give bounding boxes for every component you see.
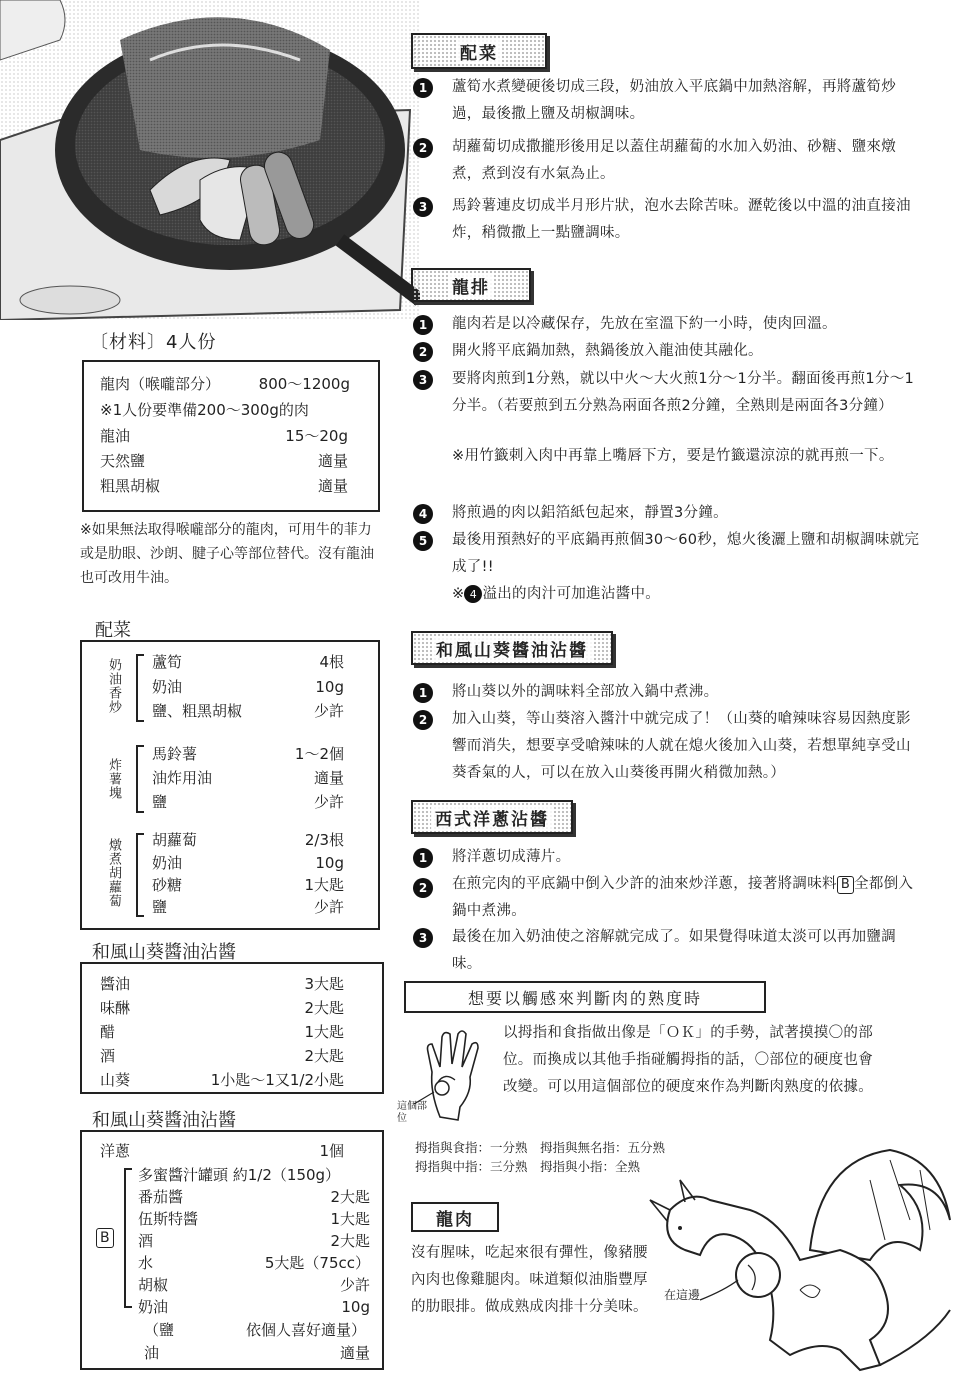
onion-row: 番茄醬 2大匙 bbox=[138, 1188, 370, 1206]
step-number: 2 bbox=[413, 342, 433, 362]
side-row: 鹽 少許 bbox=[152, 793, 344, 811]
bracket bbox=[124, 1168, 132, 1308]
step-number: 3 bbox=[413, 928, 433, 948]
step-number: 3 bbox=[413, 370, 433, 390]
skillet-illustration bbox=[0, 0, 420, 320]
seasoning-b-tag: B bbox=[837, 876, 854, 894]
doneness-line-1: 拇指與食指：一分熟 拇指與無名指：五分熟 bbox=[415, 1140, 666, 1155]
seasoning-b-tag: B bbox=[96, 1228, 114, 1248]
step-number: 2 bbox=[413, 710, 433, 730]
wasabi-ingredients-heading: 和風山葵醬油沾醬 bbox=[92, 942, 236, 963]
ingredients-note: ※如果無法取得喉嚨部分的龍肉，可用牛的菲力或是肋眼、沙朗、腱子心等部位替代。沒有龍油也可改用牛油。 bbox=[80, 522, 374, 586]
side-row: 馬鈴薯 1〜2個 bbox=[152, 745, 344, 763]
bracket bbox=[136, 745, 144, 813]
steak-title: 龍排 bbox=[411, 268, 531, 302]
ingredient-row: 龍油 15〜20g bbox=[100, 427, 348, 445]
steak-step-4: 將煎過的肉以鋁箔紙包起來，靜置3分鐘。 bbox=[452, 505, 728, 521]
onion-row: 多蜜醬汁罐頭 約1/2（150g） bbox=[138, 1166, 341, 1184]
steak-step-5: 最後用預熱好的平底鍋再煎個30〜60秒，熄火後灑上鹽和胡椒調味就完成了!! bbox=[452, 532, 920, 575]
onion-row: 水 5大匙（75cc） bbox=[138, 1254, 370, 1272]
steak-step-2: 開火將平底鍋加熱，熱鍋後放入龍油使其融化。 bbox=[452, 343, 763, 359]
group-label: 炸薯塊 bbox=[106, 758, 121, 800]
onion-row: 酒 2大匙 bbox=[138, 1232, 370, 1250]
bracket bbox=[136, 833, 144, 917]
ingredient-row: 粗黑胡椒 適量 bbox=[100, 477, 348, 495]
step-number: 2 bbox=[413, 138, 433, 158]
wasabi-step-1: 將山葵以外的調味料全部放入鍋中煮沸。 bbox=[452, 684, 719, 700]
side-row: 油炸用油 適量 bbox=[152, 769, 344, 787]
step-number: 1 bbox=[413, 315, 433, 335]
note-prefix: ※ bbox=[452, 586, 465, 602]
side-step-3: 馬鈴薯連皮切成半月形片狀，泡水去除苦味。瀝乾後以中溫的油直接油炸，稍微撒上一點鹽調味。 bbox=[452, 198, 911, 241]
wasabi-sauce-title: 和風山葵醬油沾醬 bbox=[411, 631, 613, 665]
onion-sauce-title: 西式洋蔥沾醬 bbox=[411, 800, 573, 834]
steak-step-3-note: ※用竹籤刺入肉中再靠上嘴唇下方，要是竹籤還涼涼的就再煎一下。 bbox=[452, 448, 894, 464]
step-number: 1 bbox=[413, 683, 433, 703]
step-number: 4 bbox=[413, 504, 433, 524]
onion-row: 胡椒 少許 bbox=[138, 1276, 370, 1294]
dragon-meat-title: 龍肉 bbox=[411, 1202, 499, 1232]
onion-step-2 bbox=[452, 871, 922, 925]
side-row: 蘆筍 4根 bbox=[152, 653, 344, 671]
ingredient-row: 天然鹽 適量 bbox=[100, 452, 348, 470]
steak-step-3: 要將肉煎到1分熟，就以中火〜大火煎1分〜1分半。翻面後再煎1分〜1分半。（若要煎到五分熟為兩面各煎2分鐘，全熟則是兩面各3分鐘） bbox=[452, 371, 915, 414]
doneness-title: 想要以觸感來判斷肉的熟度時 bbox=[404, 981, 766, 1013]
side-step-1: 蘆筍水煮變硬後切成三段，奶油放入平底鍋中加熱溶解，再將蘆筍炒過，最後撒上鹽及胡椒調味。 bbox=[452, 79, 896, 122]
step-number: 1 bbox=[413, 78, 433, 98]
onion-step-3: 最後在加入奶油使之溶解就完成了。如果覺得味道太淡可以再加鹽調味。 bbox=[452, 929, 896, 972]
side-row: 砂糖 1大匙 bbox=[152, 876, 344, 894]
step-number: 4 bbox=[464, 585, 482, 603]
dragon-meat-text: 沒有腥味，吃起來很有彈性，像豬腰內肉也像雞腿肉。味道類似油脂豐厚的肋眼排。做成熟成肉排十分美味。 bbox=[411, 1245, 648, 1315]
side-row: 奶油 10g bbox=[152, 854, 344, 872]
bracket bbox=[136, 654, 144, 722]
onion-row: 洋蔥 1個 bbox=[100, 1142, 344, 1160]
side-row: 鹽、粗黑胡椒 少許 bbox=[152, 702, 344, 720]
hand-label: 這個部位 bbox=[397, 1101, 427, 1124]
side-ingredients-heading: 配菜 bbox=[95, 620, 131, 641]
wasabi-row: 酒 2大匙 bbox=[100, 1047, 344, 1065]
side-row: 胡蘿蔔 2/3根 bbox=[152, 831, 344, 849]
wasabi-row: 山葵 1小匙〜1又1/2小匙 bbox=[100, 1071, 344, 1089]
doneness-line-2: 拇指與中指：三分熟 拇指與小指：全熟 bbox=[415, 1159, 641, 1174]
ingredient-row: ※1人份要準備200〜300g的肉 bbox=[100, 401, 309, 419]
onion-row: （鹽 依個人喜好適量） bbox=[144, 1321, 366, 1339]
onion-step-2-text-b: 全都倒入鍋中煮沸。 bbox=[452, 876, 914, 919]
onion-step-2-text-a: 在煎完肉的平底鍋中倒入少許的油來炒洋蔥，接著將調味料 bbox=[452, 876, 837, 892]
onion-row: 奶油 10g bbox=[138, 1298, 370, 1316]
step-number: 5 bbox=[413, 531, 433, 551]
group-label: 奶油香炒 bbox=[106, 658, 121, 714]
dragon-illustration bbox=[640, 1140, 970, 1380]
wasabi-row: 味醂 2大匙 bbox=[100, 999, 344, 1017]
steak-juice-note bbox=[452, 581, 922, 608]
ingredients-heading: 〔材料〕4人份 bbox=[90, 332, 217, 353]
ingredient-row: 龍肉（喉嚨部分） 800〜1200g bbox=[100, 375, 350, 393]
side-row: 鹽 少許 bbox=[152, 898, 344, 916]
note-text: 溢出的肉汁可加進沾醬中。 bbox=[482, 586, 661, 602]
onion-ingredients-heading: 和風山葵醬油沾醬 bbox=[92, 1110, 236, 1131]
steak-step-1: 龍肉若是以冷藏保存，先放在室溫下約一小時，使肉回溫。 bbox=[452, 316, 837, 332]
wasabi-row: 醬油 3大匙 bbox=[100, 975, 344, 993]
wasabi-row: 醋 1大匙 bbox=[100, 1023, 344, 1041]
wasabi-step-2: 加入山葵，等山葵溶入醬汁中就完成了！（山葵的嗆辣味容易因熱度影響而消失，想要享受嗆辣味的人就在熄火後加入山葵，若想單純享受山葵香氣的人，可以在放入山葵後再開火稍微加熱。） bbox=[452, 711, 911, 781]
side-row: 奶油 10g bbox=[152, 678, 344, 696]
side-step-2: 胡蘿蔔切成撒攏形後用足以蓋住胡蘿蔔的水加入奶油、砂糖、鹽來燉煮，煮到沒有水氣為止。 bbox=[452, 139, 896, 182]
onion-row: 伍斯特醬 1大匙 bbox=[138, 1210, 370, 1228]
step-number: 2 bbox=[413, 878, 433, 898]
side-dish-title: 配菜 bbox=[411, 33, 547, 69]
onion-row: 油 適量 bbox=[144, 1344, 370, 1362]
group-label: 燉煮胡蘿蔔 bbox=[106, 838, 121, 908]
onion-step-1: 將洋蔥切成薄片。 bbox=[452, 849, 571, 865]
dragon-pointer-label: 在這邊 bbox=[664, 1288, 701, 1302]
step-number: 3 bbox=[413, 197, 433, 217]
step-number: 1 bbox=[413, 848, 433, 868]
doneness-text: 以拇指和食指做出像是「ＯＫ」的手勢，試著摸摸〇的部位。而換成以其他手指碰觸拇指的話，〇部位的硬度也會改變。可以用這個部位的硬度來作為判斷肉熟度的依據。 bbox=[503, 1025, 873, 1095]
